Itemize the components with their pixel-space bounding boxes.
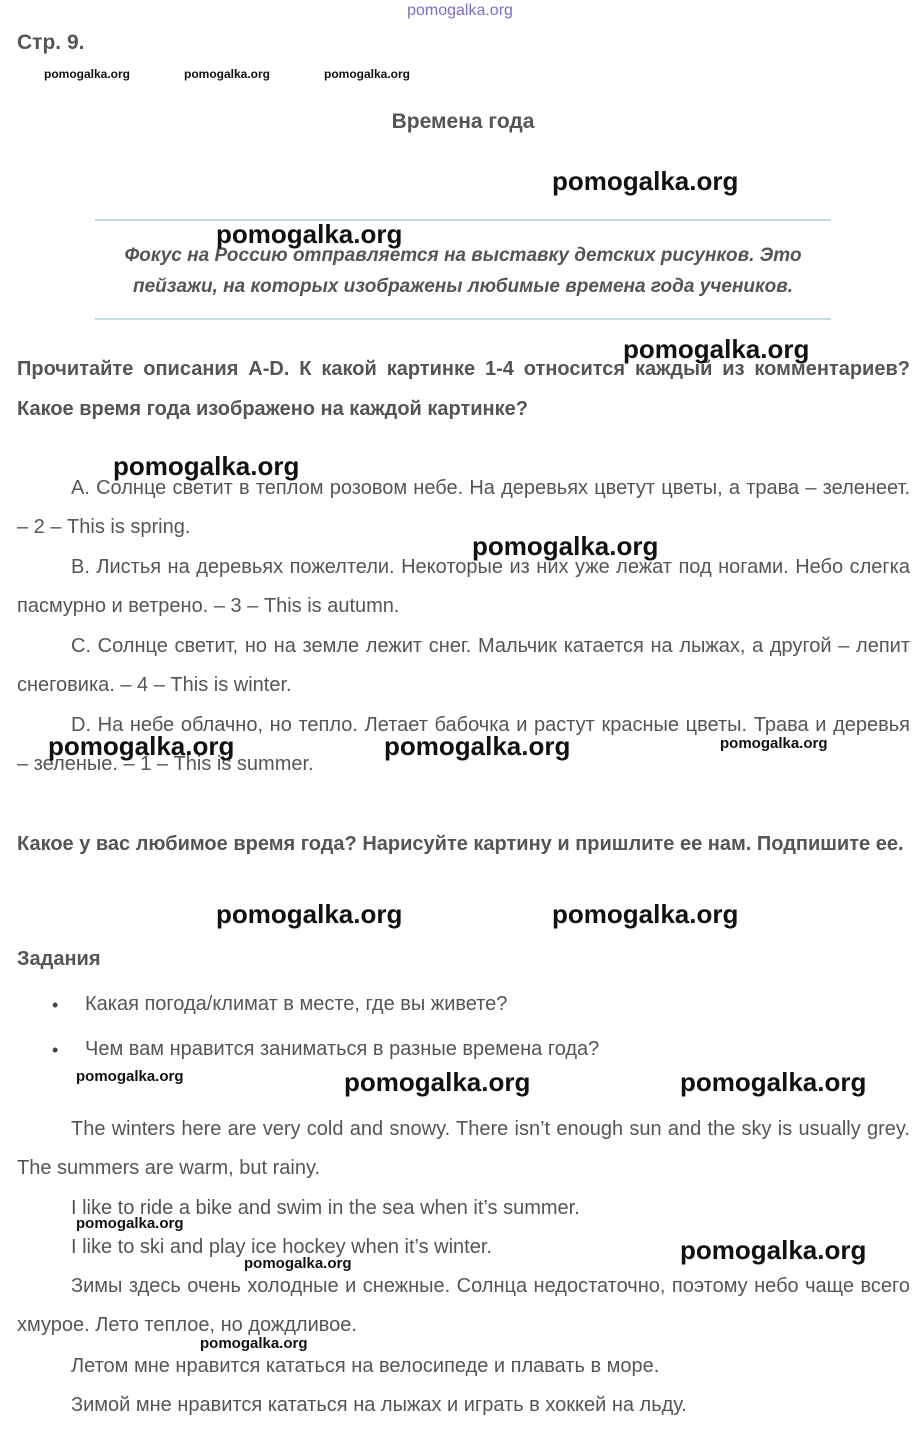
watermark: pomogalka.org [384,731,571,761]
watermark: pomogalka.org [472,531,659,561]
watermark: pomogalka.org [200,1335,308,1352]
site-header-link[interactable]: pomogalka.org [407,2,513,19]
watermark: pomogalka.org [623,334,810,364]
russian-answer-line: Летом мне нравится кататься на велосипеде и плавать в море. [71,1355,660,1377]
english-answer-line: I like to ski and play ice hockey when it’s winter. [71,1236,492,1258]
watermark: pomogalka.org [216,219,403,249]
watermark: pomogalka.org [344,1067,531,1097]
task-instruction: Прочитайте описания A-D. К какой картинке 1-4 относится каждый из комментариев? Какое время года изображено на каждой картинке? [17,358,910,420]
bullet-icon: • [52,1040,59,1060]
watermark: pomogalka.org [216,899,403,929]
task-item: Чем вам нравится заниматься в разные времена года? [85,1038,600,1060]
watermark: pomogalka.org [44,67,131,81]
divider-bottom [95,318,831,320]
task-draw-instruction: Какое у вас любимое время года? Нарисуйте картину и пришлите ее нам. Подпишите ее. [17,833,904,855]
english-answer-line: I like to ride a bike and swim in the sea when it’s summer. [71,1197,580,1219]
page-title: Времена года [391,110,535,133]
watermark: pomogalka.org [720,735,828,752]
tasks-heading: Задания [17,948,101,970]
watermark: pomogalka.org [76,1215,184,1232]
divider-top [95,219,831,221]
watermark: pomogalka.org [552,899,739,929]
watermark: pomogalka.org [552,166,739,196]
russian-answer-line: Зимой мне нравится кататься на лыжах и играть в хоккей на льду. [71,1394,687,1416]
task-item: Какая погода/климат в месте, где вы живете? [85,993,508,1015]
watermark: pomogalka.org [244,1255,352,1272]
bullet-icon: • [52,995,59,1015]
answer-b: B. Листья на деревьях пожелтели. Некоторые из них уже лежат под ногами. Небо слегка пасмурно и ветрено. – 3 – This is autumn. [17,556,910,618]
answer-a: A. Солнце светит в теплом розовом небе. На деревьях цветут цветы, а трава – зеленеет. – 2 – This is spring. [17,477,910,539]
english-answer-paragraph: The winters here are very cold and snowy. There isn’t enough sun and the sky is usually grey. The summers are warm, but rainy. [17,1118,910,1180]
watermark: pomogalka.org [48,731,235,761]
russian-answer-paragraph: Зимы здесь очень холодные и снежные. Солнца недостаточно, поэтому небо чаще всего хмурое. Лето теплое, но дождливое. [17,1275,910,1337]
watermark: pomogalka.org [113,451,300,481]
answer-d: D. На небе облачно, но тепло. Летает бабочка и растут красные цветы. Трава и деревья – зеленые. – 1 – This is summer. [17,714,910,776]
watermark: pomogalka.org [680,1067,867,1097]
watermark: pomogalka.org [184,67,271,81]
watermark: pomogalka.org [324,67,411,81]
watermark: pomogalka.org [680,1235,867,1265]
page-number: Стр. 9. [17,31,85,54]
answer-c: C. Солнце светит, но на земле лежит снег. Мальчик катается на лыжах, а другой – лепит снеговика. – 4 – This is winter. [17,635,910,697]
watermark: pomogalka.org [76,1068,184,1085]
focus-text: Фокус на Россию отправляется на выставку детских рисунков. Это пейзажи, на которых изображены любимые времена года учеников. [124,245,802,297]
